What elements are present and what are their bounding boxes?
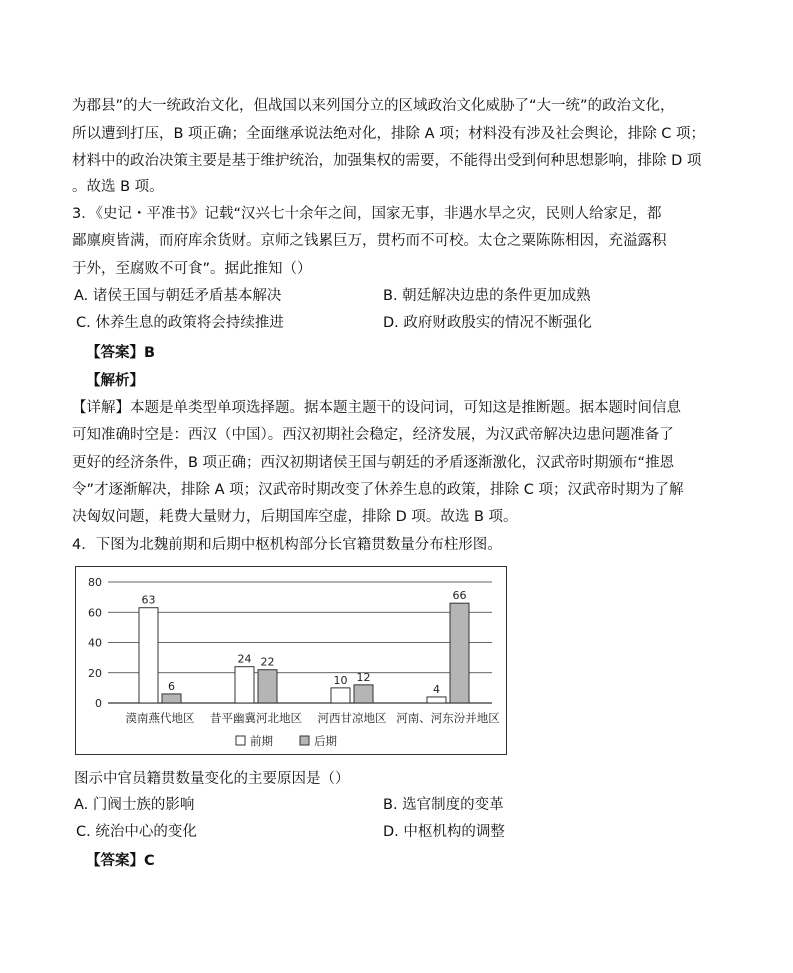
bar-late [354, 685, 373, 703]
q3-detail-line-1: 【详解】本题是单类型单项选择题。据本题主题干的设问词，可知这是推断题。据本题时间信息 [72, 400, 681, 416]
q3-option-d: D. 政府财政殷实的情况不断强化 [383, 315, 592, 331]
text-line-1: 为郡县”的大一统政治文化，但战国以来列国分立的区域政治文化威胁了“大一统”的政治文化， [72, 98, 675, 114]
data-label: 66 [452, 589, 467, 603]
data-label: 12 [356, 670, 371, 684]
data-label: 22 [260, 655, 275, 669]
bar-late [162, 694, 181, 703]
data-label: 10 [333, 673, 348, 687]
y-tick-label: 80 [88, 576, 102, 589]
q3-stem-line-2: 鄙廪庾皆满，而府库余货财。京师之钱累巨万，贯朽而不可校。太仓之粟陈陈相因，充溢露积 [72, 233, 667, 249]
text-line-2: 所以遭到打压，B 项正确；全面继承说法绝对化，排除 A 项；材料没有涉及社会舆论，排除 C 项； [72, 126, 706, 142]
x-category-label: 漠南燕代地区 [125, 711, 195, 725]
q4-stem: 4．下图为北魏前期和后期中枢机构部分长官籍贯数量分布柱形图。 [72, 537, 502, 553]
q4-question: 图示中官员籍贯数量变化的主要原因是（） [74, 771, 350, 787]
q3-option-c: C. 休养生息的政策将会持续推进 [76, 315, 284, 331]
bar-late [450, 603, 469, 703]
q4-option-a: A. 门阀士族的影响 [74, 797, 195, 813]
legend-label: 后期 [314, 734, 337, 748]
q3-detail-line-4: 令”才逐渐解决，排除 A 项；汉武帝时期改变了休养生息的政策，排除 C 项；汉武帝时期为了解 [72, 482, 684, 498]
q3-option-b: B. 朝廷解决边患的条件更加成熟 [383, 288, 591, 304]
x-category-label: 河南、河东汾并地区 [396, 711, 500, 725]
bar-early [235, 667, 254, 703]
text-line-3: 材料中的政治决策主要是基于维护统治，加强集权的需要，不能得出受到何种思想影响，排除 D 项 [72, 153, 702, 169]
legend-label: 前期 [250, 734, 273, 748]
text-line-4: 。故选 B 项。 [72, 179, 164, 195]
data-label: 63 [141, 593, 156, 607]
bar-early [139, 608, 158, 703]
bar-early [331, 688, 350, 703]
q3-answer: 【答案】B [86, 345, 156, 361]
q3-stem-line-3: 于外，至腐败不可食”。据此推知（） [72, 261, 312, 277]
y-tick-label: 60 [88, 606, 102, 620]
q3-detail-line-3: 更好的经济条件，B 项正确；西汉初期诸侯王国与朝廷的矛盾逐渐激化，汉武帝时期颁布“推恩 [72, 455, 675, 471]
y-tick-label: 40 [88, 636, 102, 650]
q3-analysis-label: 【解析】 [86, 373, 144, 389]
y-tick-label: 0 [95, 697, 102, 710]
q3-stem-line-1: 3．《史记・平准书》记载“汉兴七十余年之间，国家无事，非遇水旱之灾，民则人给家足，都 [72, 206, 662, 222]
q3-detail-line-2: 可知准确时空是：西汉（中国）。西汉初期社会稳定，经济发展，为汉武帝解决边患问题准备了 [72, 427, 674, 443]
q3-detail-line-5: 决匈奴问题，耗费大量财力，后期国库空虚，排除 D 项。故选 B 项。 [72, 509, 518, 525]
data-label: 4 [433, 682, 440, 696]
q3-option-a: A. 诸侯王国与朝廷矛盾基本解决 [74, 288, 282, 304]
q4-answer: 【答案】C [86, 853, 155, 869]
data-label: 6 [168, 679, 175, 693]
x-category-label: 河西甘凉地区 [317, 711, 387, 725]
bar-chart [75, 566, 507, 755]
bar-late [258, 670, 277, 703]
bar-early [427, 697, 446, 703]
y-tick-label: 20 [88, 666, 102, 680]
legend-swatch [236, 736, 245, 745]
x-category-label: 昔平幽冀河北地区 [210, 711, 302, 725]
data-label: 24 [237, 652, 252, 666]
legend-swatch [300, 736, 309, 745]
bar-chart-svg [76, 567, 506, 754]
q4-option-c: C. 统治中心的变化 [76, 824, 197, 840]
q4-option-d: D. 中枢机构的调整 [383, 824, 505, 840]
q4-option-b: B. 选官制度的变革 [383, 797, 504, 813]
